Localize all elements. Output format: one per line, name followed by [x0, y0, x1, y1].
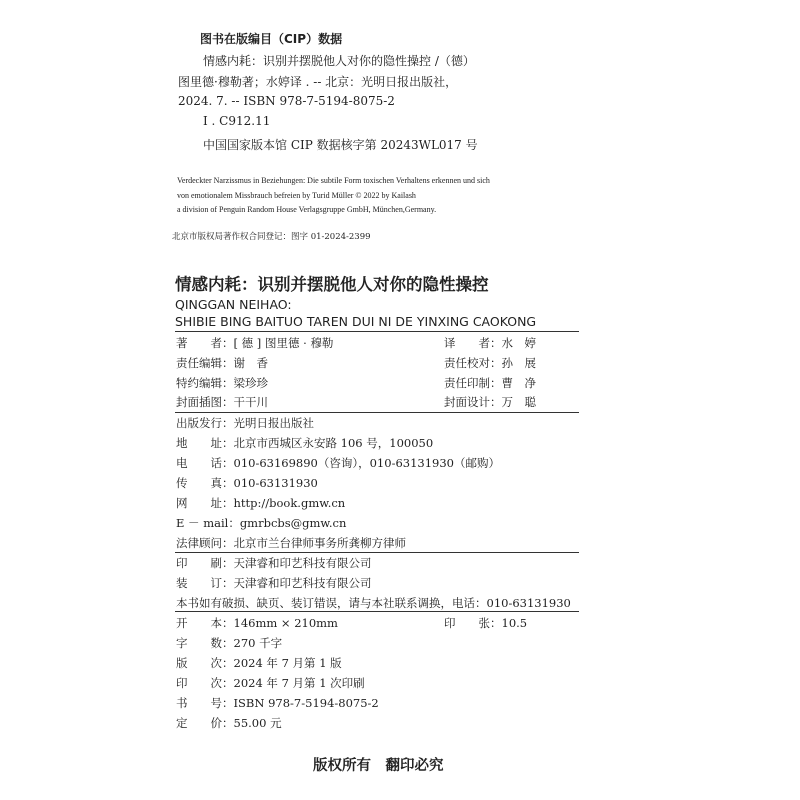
original-edition-line: Verdeckter Narzissmus in Beziehungen: Die subtile Form toxischen Verhaltens erkennen und sich	[177, 176, 490, 185]
publisher-email: E － mail：gmrbcbs@gmw.cn	[176, 516, 347, 530]
credit-proofreader: 责任校对：孙 展	[444, 356, 536, 370]
original-edition-line: von emotionalem Missbrauch befreien by Turid Müller © 2022 by Kailash	[177, 191, 416, 200]
divider	[175, 552, 579, 553]
copyright-footer: 版权所有 翻印必究	[313, 758, 444, 774]
original-edition-line: a division of Penguin Random House Verlagsgruppe GmbH, München,Germany.	[177, 205, 437, 214]
spec-isbn: 书 号：ISBN 978-7-5194-8075-2	[176, 696, 379, 710]
cip-line: 图里德·穆勒著；水婷译 . -- 北京：光明日报出版社，	[178, 75, 458, 89]
spec-impression: 印 次：2024 年 7 月第 1 次印刷	[176, 676, 365, 690]
divider	[175, 611, 579, 612]
cip-line: 中国国家版本馆 CIP 数据核字第 20243WL017 号	[203, 138, 478, 152]
spec-price: 定 价：55.00 元	[176, 716, 282, 730]
cip-line: Ⅰ . C912.11	[203, 114, 271, 128]
legal-advisor: 法律顾问：北京市兰台律师事务所龚柳方律师	[176, 536, 406, 550]
divider	[175, 412, 579, 413]
credit-author: 著 者：[ 德 ] 图里德 · 穆勒	[176, 336, 334, 350]
spec-sheets: 印 张：10.5	[444, 616, 528, 630]
publisher-address: 地 址：北京市西城区永安路 106 号，100050	[176, 436, 434, 450]
credit-special-editor: 特约编辑：梁珍珍	[176, 376, 268, 390]
binder: 装 订：天津睿和印艺科技有限公司	[176, 576, 372, 590]
spec-format: 开 本：146mm × 210mm	[176, 616, 338, 630]
cip-title: 图书在版编目（CIP）数据	[200, 32, 343, 46]
divider	[175, 331, 579, 332]
publisher-fax: 传 真：010-63131930	[176, 476, 318, 490]
spec-words: 字 数：270 千字	[176, 636, 283, 650]
printer: 印 刷：天津睿和印艺科技有限公司	[176, 556, 372, 570]
publisher-phone: 电 话：010-63169890（咨询），010-63131930（邮购）	[176, 456, 500, 470]
publisher-website: 网 址：http://book.gmw.cn	[176, 496, 346, 510]
defect-notice: 本书如有破损、缺页、装订错误，请与本社联系调换，电话：010-63131930	[176, 596, 571, 610]
copyright-registration: 北京市版权局著作权合同登记：图字 01-2024-2399	[172, 232, 371, 242]
book-pinyin-line1: QINGGAN NEIHAO:	[175, 297, 292, 312]
cip-line: 2024. 7. -- ISBN 978-7-5194-8075-2	[178, 94, 395, 108]
spec-edition: 版 次：2024 年 7 月第 1 版	[176, 656, 342, 670]
credit-editor: 责任编辑：谢 香	[176, 356, 268, 370]
credit-cover-design: 封面设计：万 聪	[444, 395, 536, 409]
book-pinyin-line2: SHIBIE BING BAITUO TAREN DUI NI DE YINXING CAOKONG	[175, 314, 537, 329]
cip-line: 情感内耗：识别并摆脱他人对你的隐性操控 /（德）	[203, 54, 475, 68]
publisher-name: 出版发行：光明日报出版社	[176, 416, 314, 430]
credit-translator: 译 者：水 婷	[444, 336, 536, 350]
credit-print-manager: 责任印制：曹 净	[444, 376, 536, 390]
book-title: 情感内耗：识别并摆脱他人对你的隐性操控	[175, 275, 489, 294]
credit-cover-illustration: 封面插图：干干川	[176, 395, 268, 409]
